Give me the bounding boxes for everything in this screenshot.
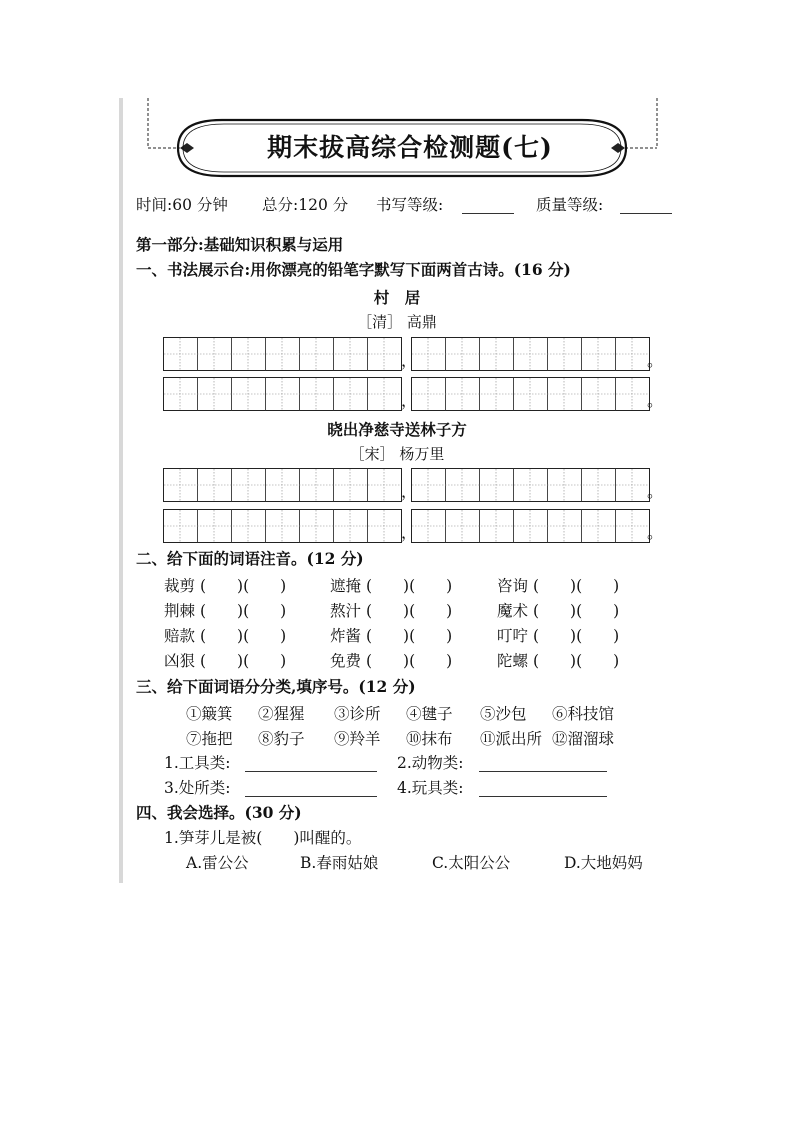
pinyin-answer-parens[interactable]: ( )( ) xyxy=(533,627,620,645)
word-bank-item: ⑩抹布 xyxy=(406,730,453,748)
word-bank-item: ⑨羚羊 xyxy=(334,730,381,748)
pinyin-word: 咨询 xyxy=(497,577,529,595)
pinyin-answer-parens[interactable]: ( )( ) xyxy=(533,602,620,620)
period-mark: 。 xyxy=(647,351,664,370)
sec2-heading: 二、给下面的词语注音。(12 分) xyxy=(136,549,364,568)
word-bank-item: ①簸箕 xyxy=(186,705,233,723)
writing-grade-label: 书写等级: xyxy=(376,196,444,214)
pinyin-word: 陀螺 xyxy=(497,652,529,670)
comma-mark: ， xyxy=(401,482,418,501)
poem1-title: 村 居 xyxy=(373,288,421,307)
comma-mark: ， xyxy=(401,523,418,542)
word-bank-item: ⑪派出所 xyxy=(480,730,543,748)
comma-mark: ， xyxy=(401,351,418,370)
period-mark: 。 xyxy=(647,482,664,501)
category-answer-blank[interactable] xyxy=(245,780,377,797)
question-1: 1.笋芽儿是被( )叫醒的。 xyxy=(164,829,362,847)
word-bank-item: ⑥科技馆 xyxy=(552,705,615,723)
option-d[interactable]: D.大地妈妈 xyxy=(564,854,643,872)
period-mark: 。 xyxy=(647,391,664,410)
word-bank-item: ③诊所 xyxy=(334,705,381,723)
period-mark: 。 xyxy=(647,523,664,542)
pinyin-answer-parens[interactable]: ( )( ) xyxy=(533,577,620,595)
pinyin-answer-parens[interactable]: ( )( ) xyxy=(366,652,453,670)
pinyin-word: 荆棘 xyxy=(164,602,196,620)
pinyin-word: 魔术 xyxy=(497,602,529,620)
pinyin-answer-parens[interactable]: ( )( ) xyxy=(200,602,287,620)
quality-grade-label: 质量等级: xyxy=(536,196,604,214)
pinyin-answer-parens[interactable]: ( )( ) xyxy=(200,577,287,595)
pinyin-answer-parens[interactable]: ( )( ) xyxy=(200,652,287,670)
left-margin-bar xyxy=(119,98,123,883)
part1-heading: 第一部分:基础知识积累与运用 xyxy=(136,235,344,254)
pinyin-answer-parens[interactable]: ( )( ) xyxy=(366,602,453,620)
pinyin-word: 裁剪 xyxy=(164,577,196,595)
comma-mark: ， xyxy=(401,391,418,410)
sec4-heading: 四、我会选择。(30 分) xyxy=(136,803,302,822)
word-bank-item: ⑧豹子 xyxy=(258,730,305,748)
category-label: 3.处所类: xyxy=(164,779,231,797)
time-label: 时间:60 分钟 xyxy=(136,196,228,214)
pinyin-word: 免费 xyxy=(330,652,362,670)
quality-grade-blank[interactable] xyxy=(620,197,672,214)
writing-grade-blank[interactable] xyxy=(462,197,514,214)
word-bank-item: ⑦拖把 xyxy=(186,730,233,748)
category-answer-blank[interactable] xyxy=(479,755,607,772)
option-a[interactable]: A.雷公公 xyxy=(186,854,249,872)
option-b[interactable]: B.春雨姑娘 xyxy=(300,854,379,872)
word-bank-item: ②猩猩 xyxy=(258,705,305,723)
poem2-title: 晓出净慈寺送林子方 xyxy=(327,420,467,439)
pinyin-word: 叮咛 xyxy=(497,627,529,645)
category-label: 1.工具类: xyxy=(164,754,231,772)
option-c[interactable]: C.太阳公公 xyxy=(432,854,511,872)
pinyin-word: 凶狠 xyxy=(164,652,196,670)
word-bank-item: ⑤沙包 xyxy=(480,705,527,723)
category-answer-blank[interactable] xyxy=(245,755,377,772)
word-bank-item: ⑫溜溜球 xyxy=(552,730,615,748)
pinyin-word: 遮掩 xyxy=(330,577,362,595)
pinyin-answer-parens[interactable]: ( )( ) xyxy=(366,627,453,645)
poem2-author: ［宋］ 杨万里 xyxy=(349,445,445,463)
pinyin-answer-parens[interactable]: ( )( ) xyxy=(533,652,620,670)
page-title: 期末拔高综合检测题(七) xyxy=(267,133,553,162)
sec1-heading: 一、书法展示台:用你漂亮的铅笔字默写下面两首古诗。(16 分) xyxy=(136,260,571,279)
category-label: 2.动物类: xyxy=(397,754,464,772)
pinyin-word: 炸酱 xyxy=(330,627,362,645)
sec3-heading: 三、给下面词语分分类,填序号。(12 分) xyxy=(136,677,416,696)
pinyin-word: 赔款 xyxy=(164,627,196,645)
score-label: 总分:120 分 xyxy=(262,196,349,214)
pinyin-answer-parens[interactable]: ( )( ) xyxy=(200,627,287,645)
category-label: 4.玩具类: xyxy=(397,779,464,797)
pinyin-word: 熬汁 xyxy=(330,602,362,620)
poem1-author: ［清］ 高鼎 xyxy=(357,313,437,331)
category-answer-blank[interactable] xyxy=(479,780,607,797)
word-bank-item: ④毽子 xyxy=(406,705,453,723)
pinyin-answer-parens[interactable]: ( )( ) xyxy=(366,577,453,595)
